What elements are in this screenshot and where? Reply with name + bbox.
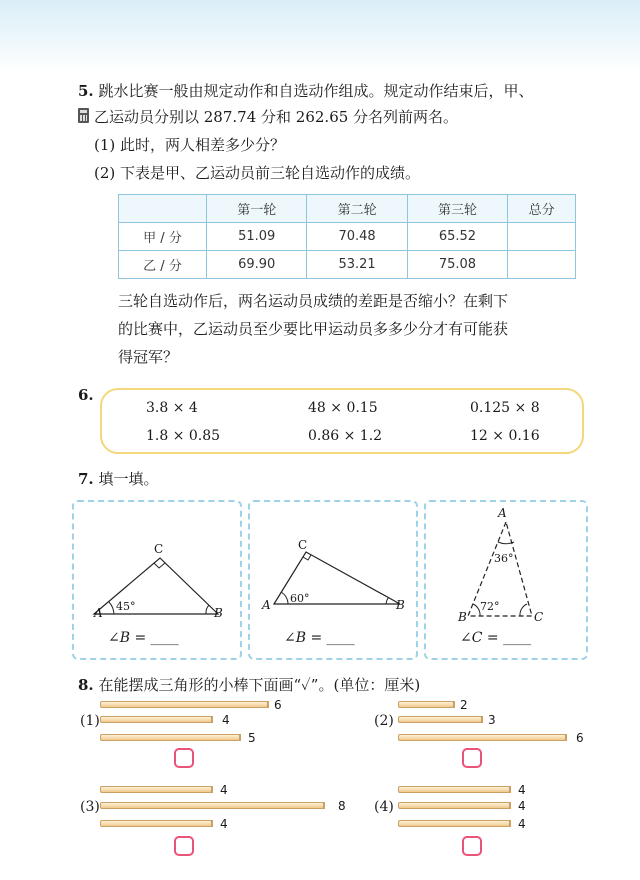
table-header-cell: 第二轮 bbox=[307, 195, 407, 223]
answer-box[interactable] bbox=[174, 836, 194, 856]
table-cell[interactable] bbox=[508, 251, 576, 279]
calculator-icon bbox=[78, 108, 89, 123]
q7-heading bbox=[78, 468, 158, 490]
stick bbox=[100, 820, 212, 827]
stick bbox=[100, 734, 240, 741]
vertex-label: A bbox=[498, 506, 507, 520]
table-header-row bbox=[119, 195, 576, 223]
angle-label: 36° bbox=[494, 552, 514, 565]
table-cell: 75.08 bbox=[407, 251, 507, 279]
stick-length: 4 bbox=[222, 713, 230, 727]
q5-sub2: (2) 下表是甲、乙运动员前三轮自选动作的成绩。 bbox=[94, 164, 421, 182]
answer-blank[interactable]: ∠C = ____ bbox=[460, 630, 532, 646]
stick-length: 2 bbox=[460, 698, 468, 712]
table-cell: 53.21 bbox=[307, 251, 407, 279]
q5-line2: 乙运动员分别以 287.74 分和 262.65 分名列前两名。 bbox=[94, 108, 459, 126]
stick-length: 6 bbox=[274, 698, 282, 712]
stick bbox=[398, 734, 566, 741]
q5-sub1: (1) 此时，两人相差多少分？ bbox=[94, 136, 286, 154]
table-header-cell bbox=[119, 195, 207, 223]
stick-length: 8 bbox=[338, 799, 346, 813]
table-header-cell: 第一轮 bbox=[207, 195, 307, 223]
answer-box[interactable] bbox=[174, 748, 194, 768]
stick bbox=[100, 802, 324, 809]
calc-item: 12 × 0.16 bbox=[470, 428, 540, 444]
table-cell: 乙 / 分 bbox=[119, 251, 207, 279]
group-label: (2) bbox=[374, 713, 394, 729]
stick-length: 3 bbox=[488, 713, 496, 727]
q7-title: 填一填。 bbox=[98, 470, 159, 488]
q5-line1-text: 跳水比赛一般由规定动作和自选动作组成。规定动作结束后，甲、 bbox=[98, 82, 534, 100]
q8-heading bbox=[78, 674, 420, 696]
top-band bbox=[0, 0, 640, 72]
vertex-label: C bbox=[534, 610, 544, 624]
vertex-label: A bbox=[262, 598, 271, 612]
calc-item: 3.8 × 4 bbox=[146, 400, 198, 416]
calc-item: 1.8 × 0.85 bbox=[146, 428, 221, 444]
table-header-cell: 第三轮 bbox=[407, 195, 507, 223]
angle-label: 60° bbox=[290, 592, 310, 605]
triangle-card bbox=[72, 500, 242, 660]
stick bbox=[100, 786, 212, 793]
table-row bbox=[119, 223, 576, 251]
answer-box[interactable] bbox=[462, 748, 482, 768]
angle-label: 45° bbox=[116, 600, 136, 613]
stick bbox=[398, 786, 510, 793]
triangle-card bbox=[424, 500, 588, 660]
group-label: (1) bbox=[80, 713, 100, 729]
stick-length: 4 bbox=[518, 783, 526, 797]
q6-number: 6. bbox=[78, 386, 94, 404]
table-header-cell: 总分 bbox=[508, 195, 576, 223]
stick bbox=[398, 701, 454, 708]
vertex-label: A bbox=[94, 606, 103, 620]
calc-box bbox=[100, 388, 584, 454]
q8-number: 8. bbox=[78, 676, 94, 694]
triangle-card bbox=[248, 500, 418, 660]
table-cell: 甲 / 分 bbox=[119, 223, 207, 251]
stick bbox=[398, 716, 482, 723]
vertex-label: C bbox=[298, 538, 308, 552]
table-cell: 70.48 bbox=[307, 223, 407, 251]
q5-number: 5. bbox=[78, 82, 94, 100]
table-cell: 65.52 bbox=[407, 223, 507, 251]
table-row bbox=[119, 251, 576, 279]
q5-para3: 得冠军？ bbox=[118, 348, 179, 366]
group-label: (3) bbox=[80, 799, 100, 815]
stick-length: 5 bbox=[248, 731, 256, 745]
q8-title: 在能摆成三角形的小棒下面画“✓”。(单位：厘米) bbox=[98, 676, 421, 694]
table-cell: 69.90 bbox=[207, 251, 307, 279]
vertex-label: B bbox=[396, 598, 405, 612]
answer-box[interactable] bbox=[462, 836, 482, 856]
stick-length: 4 bbox=[220, 817, 228, 831]
answer-blank[interactable]: ∠B = ____ bbox=[284, 630, 355, 646]
score-table bbox=[118, 194, 576, 279]
stick bbox=[398, 802, 510, 809]
q5-para1: 三轮自选动作后，两名运动员成绩的差距是否缩小？在剩下 bbox=[118, 292, 509, 310]
stick-length: 6 bbox=[576, 731, 584, 745]
vertex-label: B bbox=[458, 610, 467, 624]
calc-item: 0.125 × 8 bbox=[470, 400, 540, 416]
stick-length: 4 bbox=[518, 799, 526, 813]
answer-blank[interactable]: ∠B = ____ bbox=[108, 630, 179, 646]
calc-item: 48 × 0.15 bbox=[308, 400, 378, 416]
angle-label: 72° bbox=[480, 600, 500, 613]
stick bbox=[398, 820, 510, 827]
q5-para2: 的比赛中，乙运动员至少要比甲运动员多多少分才有可能获 bbox=[118, 320, 509, 338]
table-cell[interactable] bbox=[508, 223, 576, 251]
calc-item: 0.86 × 1.2 bbox=[308, 428, 383, 444]
q5-line1 bbox=[78, 80, 533, 102]
stick-length: 4 bbox=[220, 783, 228, 797]
vertex-label: B bbox=[214, 606, 223, 620]
stick bbox=[100, 701, 268, 708]
group-label: (4) bbox=[374, 799, 394, 815]
stick-length: 4 bbox=[518, 817, 526, 831]
stick bbox=[100, 716, 212, 723]
vertex-label: C bbox=[154, 542, 164, 556]
q7-number: 7. bbox=[78, 470, 94, 488]
table-cell: 51.09 bbox=[207, 223, 307, 251]
